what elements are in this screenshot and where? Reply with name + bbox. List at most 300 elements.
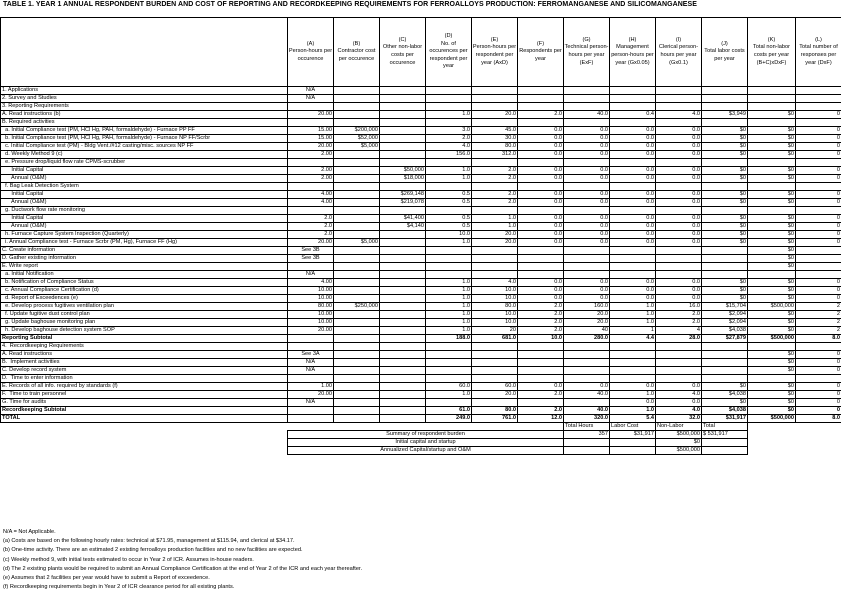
table-cell <box>334 231 380 239</box>
column-header <box>518 18 564 87</box>
table-cell <box>748 159 796 167</box>
summary-value <box>702 439 748 447</box>
table-cell: $0 <box>748 223 796 231</box>
table-row <box>1 119 841 127</box>
table-cell: 0.0 <box>518 383 564 391</box>
table-cell: 20.00 <box>288 143 334 151</box>
table-cell: 0 <box>796 191 841 199</box>
table-cell <box>796 95 841 103</box>
table-cell <box>564 119 610 127</box>
footnote: (e) Assumes that 2 facilities per year would have to submit a Report of exceedence. <box>3 575 210 582</box>
table-cell: 2.0 <box>472 175 518 183</box>
table-cell: 1.0 <box>426 295 472 303</box>
table-cell <box>656 255 702 263</box>
table-cell <box>334 319 380 327</box>
row-label: A. Read instructions <box>1 351 288 359</box>
column-header <box>288 18 334 87</box>
table-cell: 2 <box>796 303 841 311</box>
table-cell: 0.0 <box>610 151 656 159</box>
row-label: g. Update baghouse monitoring plan <box>1 319 288 327</box>
table-cell: 1.0 <box>426 303 472 311</box>
table-cell <box>380 327 426 335</box>
table-cell: $2,094 <box>702 319 748 327</box>
row-label: d. Report of Exceedences (e) <box>1 295 288 303</box>
table-row <box>1 151 841 159</box>
table-cell: 3.0 <box>426 127 472 135</box>
table-cell <box>748 271 796 279</box>
table-cell: See 3A <box>288 351 334 359</box>
table-cell <box>380 351 426 359</box>
column-letter: (G) <box>582 36 591 43</box>
table-cell <box>380 303 426 311</box>
table-cell <box>610 95 656 103</box>
table-cell: 40.0 <box>564 111 610 119</box>
table-cell <box>334 311 380 319</box>
header-row <box>1 18 841 87</box>
table-cell <box>610 247 656 255</box>
table-cell <box>796 271 841 279</box>
table-cell <box>380 383 426 391</box>
table-cell <box>288 375 334 383</box>
table-cell <box>796 343 841 351</box>
table-row <box>1 335 841 343</box>
summary-header: Total <box>702 423 748 431</box>
table-cell: 4.0 <box>656 407 702 415</box>
table-cell <box>380 359 426 367</box>
table-cell: 0.0 <box>518 223 564 231</box>
summary-row <box>1 431 841 439</box>
row-label: c. Annual Compliance Certification (d) <box>1 287 288 295</box>
table-cell <box>334 223 380 231</box>
row-label: F. Time to train personnel <box>1 391 288 399</box>
table-cell: 0 <box>796 367 841 375</box>
table-cell <box>748 119 796 127</box>
table-cell: $0 <box>702 399 748 407</box>
table-cell: 40.0 <box>564 407 610 415</box>
summary-row <box>1 439 841 447</box>
table-row <box>1 207 841 215</box>
table-cell <box>334 95 380 103</box>
table-cell <box>564 255 610 263</box>
table-row <box>1 111 841 119</box>
table-cell: 0 <box>796 399 841 407</box>
table-cell: 0.0 <box>656 167 702 175</box>
table-cell: 0.0 <box>610 135 656 143</box>
row-label: Reporting Subtotal <box>1 335 288 343</box>
table-cell: $500,000 <box>748 415 796 423</box>
table-cell <box>380 159 426 167</box>
table-cell <box>796 207 841 215</box>
table-cell <box>656 119 702 127</box>
table-cell <box>380 391 426 399</box>
table-cell: $0 <box>748 135 796 143</box>
table-cell <box>518 343 564 351</box>
table-cell <box>518 367 564 375</box>
table-row <box>1 239 841 247</box>
table-cell <box>702 367 748 375</box>
table-cell: 4.0 <box>656 111 702 119</box>
table-cell: 80.0 <box>472 143 518 151</box>
summary-label: Annualized Capital/startup and O&M <box>288 447 564 455</box>
table-cell: 1.0 <box>426 167 472 175</box>
table-cell: 20.0 <box>564 319 610 327</box>
table-cell: 0.0 <box>610 167 656 175</box>
table-cell <box>656 375 702 383</box>
table-cell: 20.0 <box>472 239 518 247</box>
table-cell: $0 <box>702 215 748 223</box>
table-cell <box>702 87 748 95</box>
table-cell: 8.0 <box>796 335 841 343</box>
table-cell <box>656 351 702 359</box>
table-row <box>1 159 841 167</box>
table-cell <box>518 103 564 111</box>
table-cell: $0 <box>748 279 796 287</box>
summary-row <box>1 447 841 455</box>
table-cell: 10.0 <box>472 311 518 319</box>
table-cell: $0 <box>748 327 796 335</box>
column-label: Total number of responses per year (DxF) <box>799 44 838 66</box>
table-cell: $0 <box>748 175 796 183</box>
table-cell <box>334 327 380 335</box>
table-cell: 0 <box>796 391 841 399</box>
table-cell: 1.0 <box>610 319 656 327</box>
table-cell <box>380 103 426 111</box>
summary-value: 357 <box>564 431 610 439</box>
table-row <box>1 407 841 415</box>
table-cell <box>518 351 564 359</box>
table-cell: 0.0 <box>656 223 702 231</box>
table-cell: 0.0 <box>656 279 702 287</box>
table-row <box>1 255 841 263</box>
table-row <box>1 183 841 191</box>
table-cell: 1.0 <box>426 239 472 247</box>
table-cell: 20.0 <box>472 111 518 119</box>
table-cell: 80.00 <box>288 303 334 311</box>
table-cell: $0 <box>702 279 748 287</box>
table-cell: 0.0 <box>610 191 656 199</box>
table-cell: 10.0 <box>518 335 564 343</box>
table-cell <box>702 255 748 263</box>
table-cell <box>564 183 610 191</box>
row-label: C. Develop record system <box>1 367 288 375</box>
table-cell: $0 <box>702 223 748 231</box>
table-cell: 2.0 <box>518 327 564 335</box>
summary-blank <box>1 431 288 439</box>
table-cell: 2.00 <box>288 175 334 183</box>
column-letter: (J) <box>721 40 728 47</box>
table-cell: $0 <box>748 191 796 199</box>
table-cell: $0 <box>702 167 748 175</box>
table-cell: $200,000 <box>334 127 380 135</box>
table-cell <box>334 367 380 375</box>
table-row <box>1 215 841 223</box>
table-cell: $0 <box>702 383 748 391</box>
table-cell: $0 <box>702 239 748 247</box>
table-cell <box>380 151 426 159</box>
table-cell: 1.0 <box>426 327 472 335</box>
table-cell: 0 <box>796 175 841 183</box>
table-cell <box>472 351 518 359</box>
table-cell <box>564 103 610 111</box>
table-cell: 2.00 <box>288 167 334 175</box>
table-cell <box>380 375 426 383</box>
table-cell <box>334 375 380 383</box>
table-cell: 0.0 <box>518 231 564 239</box>
table-cell: 1.0 <box>610 303 656 311</box>
column-letter: (H) <box>628 36 637 43</box>
table-cell: $50,000 <box>380 167 426 175</box>
table-cell: 0 <box>796 359 841 367</box>
table-cell: 10.00 <box>288 295 334 303</box>
table-cell <box>702 271 748 279</box>
table-cell: 0 <box>796 215 841 223</box>
column-header <box>380 18 426 87</box>
table-cell: $5,000 <box>334 143 380 151</box>
table-cell: 2.0 <box>472 167 518 175</box>
table-cell <box>702 159 748 167</box>
table-row <box>1 391 841 399</box>
column-header <box>702 18 748 87</box>
table-row <box>1 327 841 335</box>
table-cell: 0.0 <box>518 191 564 199</box>
table-cell: 10.0 <box>426 231 472 239</box>
row-label: Initial Capital <box>1 191 288 199</box>
table-cell: 0 <box>796 111 841 119</box>
table-row <box>1 175 841 183</box>
table-cell <box>564 207 610 215</box>
table-cell <box>702 375 748 383</box>
table-cell <box>472 255 518 263</box>
table-cell <box>288 407 334 415</box>
table-cell <box>748 95 796 103</box>
table-cell <box>380 239 426 247</box>
table-cell: 4.4 <box>610 335 656 343</box>
column-header <box>656 18 702 87</box>
table-cell: 60.0 <box>426 383 472 391</box>
table-cell <box>518 159 564 167</box>
table-cell: 40.0 <box>564 391 610 399</box>
table-cell: 0.0 <box>518 215 564 223</box>
table-cell: $0 <box>748 399 796 407</box>
table-cell: $500,000 <box>748 303 796 311</box>
table-cell <box>334 279 380 287</box>
table-cell: 0.0 <box>564 383 610 391</box>
table-cell: 0 <box>796 351 841 359</box>
table-cell: 1.0 <box>426 279 472 287</box>
table-cell: 0.0 <box>610 215 656 223</box>
table-cell <box>748 183 796 191</box>
table-cell <box>288 119 334 127</box>
table-cell <box>426 367 472 375</box>
table-cell: $0 <box>748 407 796 415</box>
table-cell: 4.0 <box>656 391 702 399</box>
column-label: Other non-labor costs per occurence <box>382 44 423 66</box>
table-cell: $0 <box>748 255 796 263</box>
table-cell: $0 <box>748 319 796 327</box>
table-cell <box>656 159 702 167</box>
table-cell: N/A <box>288 95 334 103</box>
footnote: N/A = Not Applicable. <box>3 529 56 535</box>
table-cell: 4.00 <box>288 199 334 207</box>
column-label: Total labor costs per year <box>704 48 745 62</box>
table-cell: $0 <box>748 367 796 375</box>
table-cell <box>564 159 610 167</box>
table-cell <box>288 159 334 167</box>
table-cell: 10.0 <box>472 319 518 327</box>
table-cell <box>334 87 380 95</box>
table-cell: $0 <box>748 383 796 391</box>
row-label: 1. Applications <box>1 87 288 95</box>
table-cell <box>380 231 426 239</box>
table-cell <box>702 95 748 103</box>
table-cell <box>472 375 518 383</box>
table-cell: 0.0 <box>656 151 702 159</box>
table-cell: $250,000 <box>334 303 380 311</box>
column-label: Total non-labor costs per year (B+C)xDxF) <box>752 44 790 66</box>
table-cell <box>702 359 748 367</box>
table-cell: 0 <box>796 407 841 415</box>
table-cell: 0.0 <box>518 127 564 135</box>
table-cell: 0.0 <box>564 175 610 183</box>
table-cell <box>564 375 610 383</box>
table-cell <box>656 207 702 215</box>
table-cell <box>334 415 380 423</box>
table-cell <box>426 375 472 383</box>
table-cell <box>334 247 380 255</box>
summary-label: Summary of respondent burden <box>288 431 564 439</box>
table-row <box>1 375 841 383</box>
table-cell <box>656 95 702 103</box>
table-cell <box>518 399 564 407</box>
table-cell <box>610 207 656 215</box>
table-cell: 2.0 <box>288 223 334 231</box>
table-cell: 0 <box>796 199 841 207</box>
row-label: g. Ductwork flow rate monitoring <box>1 207 288 215</box>
table-cell <box>426 359 472 367</box>
column-label: Technical person-hours per year (ExF) <box>564 44 609 66</box>
table-cell <box>426 159 472 167</box>
table-row <box>1 167 841 175</box>
table-cell: N/A <box>288 87 334 95</box>
table-cell <box>610 351 656 359</box>
table-cell <box>472 159 518 167</box>
table-cell: 0 <box>796 127 841 135</box>
summary-blank <box>1 447 288 455</box>
row-label: B. Implement activities <box>1 359 288 367</box>
table-row <box>1 351 841 359</box>
table-cell <box>564 263 610 271</box>
table-cell: 0.0 <box>610 383 656 391</box>
table-cell <box>334 151 380 159</box>
row-label: f. Bag Leak Detection System <box>1 183 288 191</box>
summary-label: Initial capital and startup <box>288 439 564 447</box>
table-cell <box>426 207 472 215</box>
table-cell <box>334 343 380 351</box>
row-label: h. Furnace Capture System Inspection (Quarterly) <box>1 231 288 239</box>
table-cell: $0 <box>702 199 748 207</box>
summary-blank <box>748 431 841 439</box>
table-cell: $500,000 <box>748 335 796 343</box>
table-cell: 20.0 <box>472 391 518 399</box>
summary-value: $ 531,917 <box>702 431 748 439</box>
row-label: Annual (O&M) <box>1 223 288 231</box>
table-cell <box>334 255 380 263</box>
table-cell <box>426 343 472 351</box>
table-cell <box>518 359 564 367</box>
table-cell: 20.00 <box>288 239 334 247</box>
table-cell <box>380 183 426 191</box>
table-cell: 0.0 <box>564 215 610 223</box>
row-label: Annual (O&M) <box>1 175 288 183</box>
row-label: a. Initial Notification <box>1 271 288 279</box>
row-label: B. Required activities <box>1 119 288 127</box>
table-cell <box>796 255 841 263</box>
table-cell: 80.0 <box>472 407 518 415</box>
row-label: 4. Recordkeeping Requirements <box>1 343 288 351</box>
table-cell: 2.0 <box>656 319 702 327</box>
row-label: D. Gather existing information <box>1 255 288 263</box>
column-letter: (B) <box>352 40 361 47</box>
table-cell: 0.0 <box>564 143 610 151</box>
table-cell: 28.0 <box>656 335 702 343</box>
table-cell <box>288 335 334 343</box>
table-cell: 0.0 <box>518 151 564 159</box>
column-label: Clerical person-hours per year (Gx0.1) <box>658 44 699 66</box>
table-cell: 0.0 <box>610 239 656 247</box>
table-cell <box>334 287 380 295</box>
table-cell <box>426 399 472 407</box>
table-row <box>1 191 841 199</box>
summary-value <box>702 447 748 455</box>
table-cell <box>380 335 426 343</box>
table-cell <box>610 183 656 191</box>
table-cell <box>472 359 518 367</box>
table-cell: 4.00 <box>288 191 334 199</box>
column-label: Respondents per year <box>519 48 562 62</box>
table-cell <box>380 367 426 375</box>
table-cell: 2.0 <box>426 135 472 143</box>
table-cell <box>380 287 426 295</box>
column-header <box>426 18 472 87</box>
table-cell: 2.0 <box>472 191 518 199</box>
summary-blank <box>748 423 841 431</box>
summary-value <box>564 447 610 455</box>
table-cell: 1.0 <box>610 407 656 415</box>
table-cell: 0.0 <box>656 239 702 247</box>
table-cell <box>380 87 426 95</box>
table-cell: $5,000 <box>334 239 380 247</box>
table-cell: 0.0 <box>610 231 656 239</box>
table-cell: 2 <box>796 311 841 319</box>
table-cell <box>656 367 702 375</box>
row-label: E. Records of all info. required by standards (f) <box>1 383 288 391</box>
table-cell: 0.0 <box>656 295 702 303</box>
table-cell: $0 <box>748 311 796 319</box>
table-cell: 0.0 <box>610 127 656 135</box>
table-cell <box>380 255 426 263</box>
table-cell: 0.0 <box>610 143 656 151</box>
table-row <box>1 399 841 407</box>
table-cell <box>334 119 380 127</box>
table-cell <box>610 367 656 375</box>
table-cell: 0.0 <box>564 199 610 207</box>
table-cell: $0 <box>748 127 796 135</box>
table-cell: 80.0 <box>472 303 518 311</box>
table-cell: 15.00 <box>288 127 334 135</box>
table-cell: 0.0 <box>518 279 564 287</box>
table-cell <box>518 247 564 255</box>
table-cell <box>748 207 796 215</box>
